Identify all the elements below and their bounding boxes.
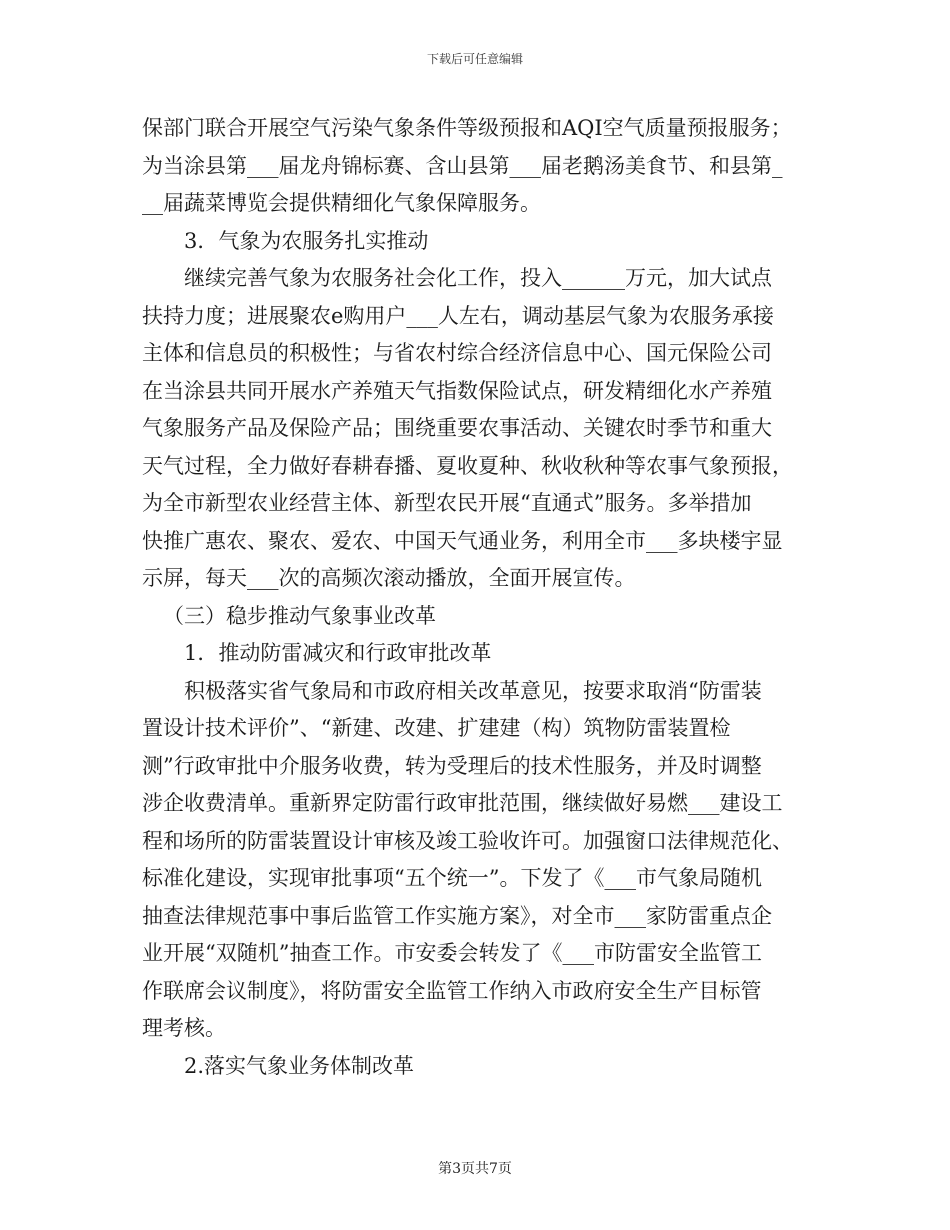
text-line: 为当涂县第___届龙舟锦标赛、含山县第___届老鹅汤美食节、和县第_ (142, 153, 783, 178)
page-header: 下载后可任意编辑 (426, 52, 523, 66)
text-line: 保部门联合开展空气污染气象条件等级预报和AQI空气质量预报服务； (142, 116, 792, 140)
text-line: 程和场所的防雷装置设计审核及竣工验收许可。加强窗口法律规范化、 (142, 828, 793, 853)
text-line: 主体和信息员的积极性；与省农村综合经济信息中心、国元保险公司 (142, 341, 772, 365)
text-line: 业开展“双随机”抽查工作。市安委会转发了《___市防雷安全监管工 (142, 941, 762, 965)
document-body (142, 110, 812, 1085)
text-line: 3．气象为农服务扎实推动 (184, 228, 429, 253)
text-line: 气象服务产品及保险产品；围绕重要农事活动、关键农时季节和重大 (142, 416, 772, 440)
text-line: 测”行政审批中介服务收费，转为受理后的技术性服务，并及时调整 (142, 753, 762, 778)
text-line: 快推广惠农、聚农、爱农、中国天气通业务，利用全市___多块楼宇显 (142, 528, 783, 553)
text-line: 作联席会议制度》，将防雷安全监管工作纳入市政府安全生产目标管 (142, 978, 762, 1003)
text-line: 2.落实气象业务体制改革 (184, 1053, 415, 1078)
text-line: （三）稳步推动气象事业改革 (163, 603, 436, 628)
text-line: 示屏，每天___次的高频次滚动播放，全面开展宣传。 (142, 566, 636, 590)
text-line: 涉企收费清单。重新界定防雷行政审批范围，继续做好易燃___建设工 (142, 791, 783, 815)
text-line: 积极落实省气象局和市政府相关改革意见，按要求取消“防雷装 (184, 678, 762, 703)
text-line: 在当涂县共同开展水产养殖天气指数保险试点，研发精细化水产养殖 (142, 378, 772, 403)
text-line: __届蔬菜博览会提供精细化气象保障服务。 (142, 191, 541, 215)
text-line: 标准化建设，实现审批事项“五个统一”。下发了《___市气象局随机 (142, 866, 762, 890)
page-number: 第3页共7页 (438, 1161, 512, 1177)
text-line: 抽查法律规范事中事后监管工作实施方案》，对全市___家防雷重点企 (142, 903, 772, 928)
text-line: 理考核。 (142, 1016, 226, 1040)
text-line: 为全市新型农业经营主体、新型农民开展“直通式”服务。多举措加 (142, 491, 752, 515)
text-line: 继续完善气象为农服务社会化工作，投入______万元，加大试点 (184, 266, 772, 290)
text-line: 扶持力度；进展聚农e购用户___人左右，调动基层气象为农服务承接 (142, 303, 774, 328)
text-line: 天气过程，全力做好春耕春播、夏收夏种、秋收秋种等农事气象预报， (142, 453, 793, 478)
text-line: 置设计技术评价”、“新建、改建、扩建建（构）筑物防雷装置检 (142, 716, 731, 740)
text-line: 1．推动防雷减灾和行政审批改革 (184, 641, 492, 665)
